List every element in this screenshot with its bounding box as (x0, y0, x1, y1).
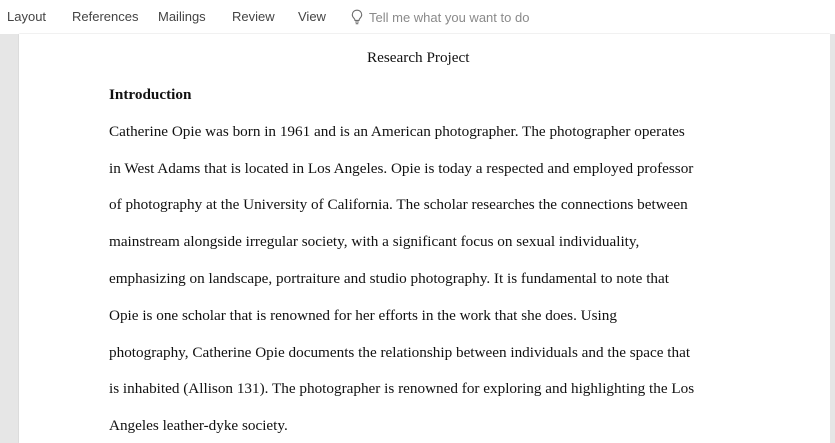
tab-layout[interactable]: Layout (7, 9, 47, 24)
tab-references[interactable]: References (72, 9, 139, 24)
vertical-scrollbar[interactable] (830, 34, 835, 443)
paragraph-line: in West Adams that is located in Los Angeles. Opie is today a respected and employed professor (109, 160, 694, 177)
ribbon-tab-bar (0, 0, 835, 34)
tell-me-placeholder: Tell me what you want to do (369, 9, 530, 25)
paragraph-line: Angeles leather-dyke society. (109, 417, 288, 434)
section-heading: Introduction (109, 86, 192, 103)
document-title: Research Project (367, 49, 470, 66)
tell-me-search[interactable] (351, 9, 529, 25)
tab-mailings[interactable]: Mailings (158, 9, 206, 24)
tab-view[interactable]: View (298, 9, 326, 24)
paragraph-line: emphasizing on landscape, portraiture and studio photography. It is fundamental to note that (109, 270, 669, 287)
lightbulb-icon (351, 9, 363, 25)
paragraph-line: is inhabited (Allison 131). The photographer is renowned for exploring and highlighting the Los (109, 380, 695, 397)
tab-review[interactable]: Review (232, 9, 275, 24)
paragraph-line: mainstream alongside irregular society, with a significant focus on sexual individuality, (109, 233, 640, 250)
paragraph-line: Opie is one scholar that is renowned for her efforts in the work that she does. Using (109, 307, 617, 324)
paragraph-line: photography, Catherine Opie documents the relationship between individuals and the space that (109, 344, 691, 361)
paragraph-line: of photography at the University of California. The scholar researches the connections between (109, 196, 688, 213)
paragraph-line: Catherine Opie was born in 1961 and is an American photographer. The photographer operates (109, 123, 685, 140)
